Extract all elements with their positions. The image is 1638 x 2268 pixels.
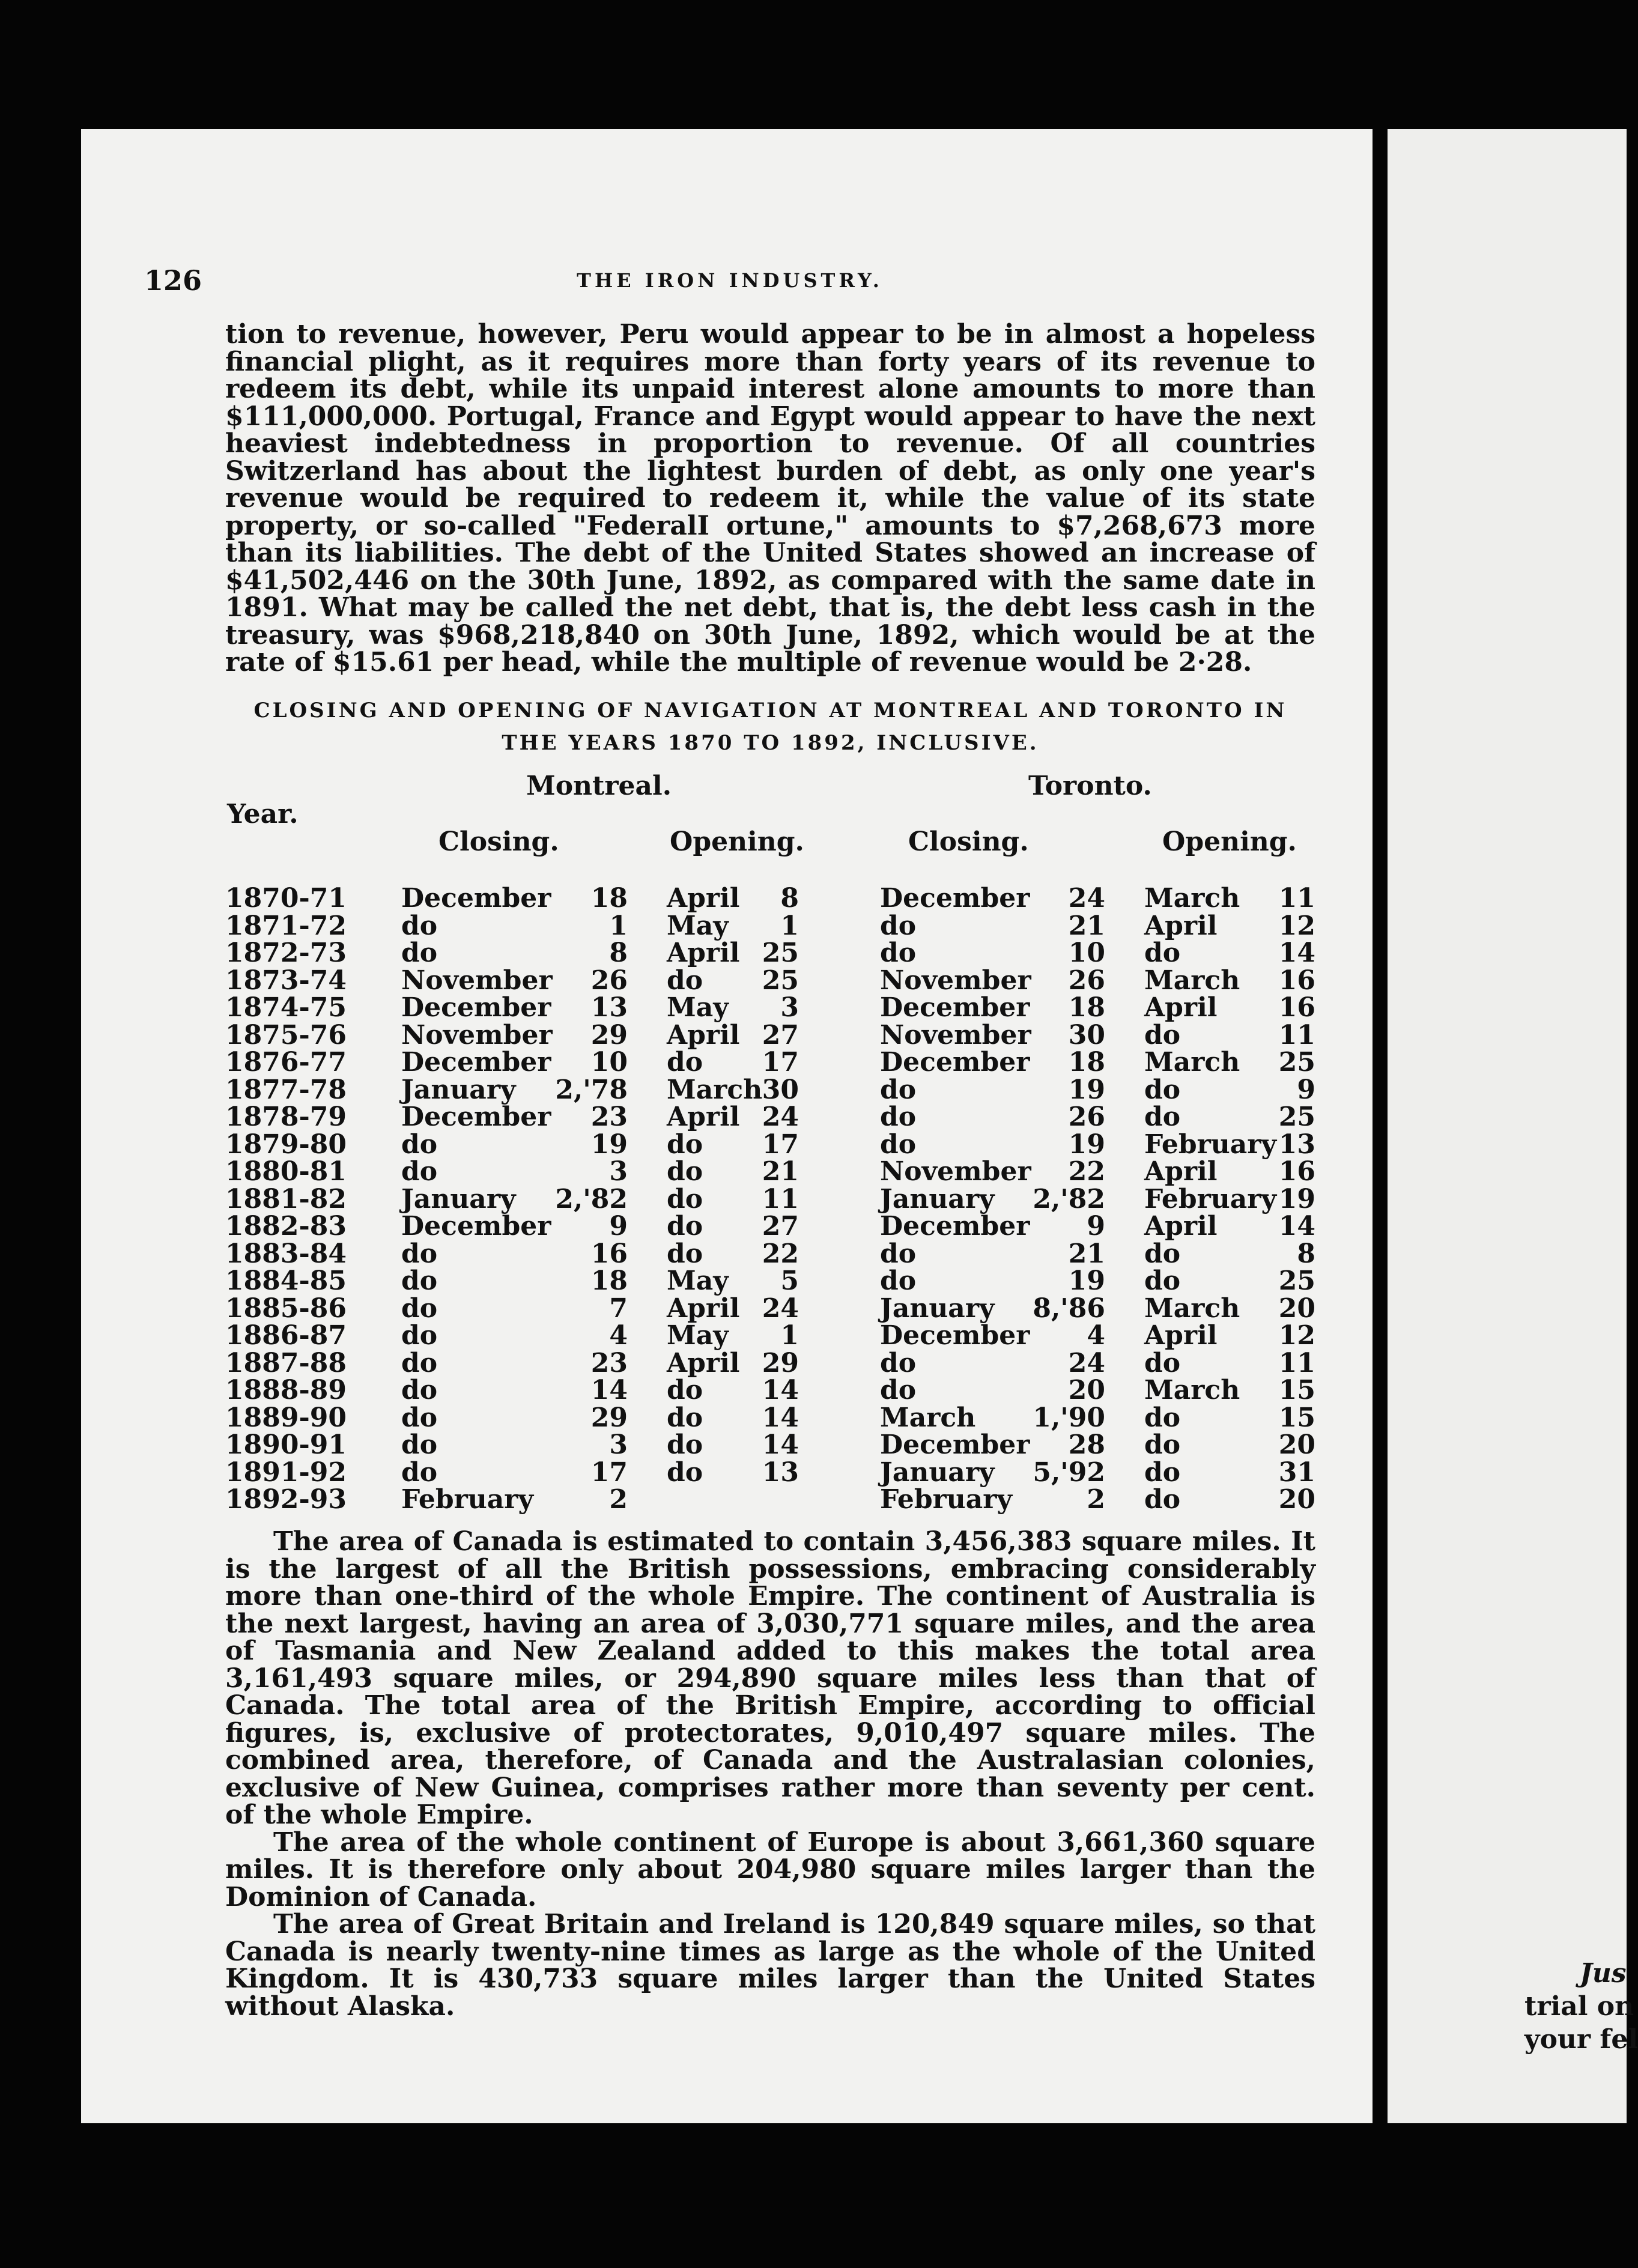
montreal-closing-day: 14: [590, 1375, 628, 1405]
table-row: [0, 1266, 1627, 1296]
page-header: [144, 264, 1315, 300]
montreal-opening-month: May: [667, 1320, 729, 1351]
montreal-opening-day: 14: [762, 1375, 799, 1405]
montreal-closing-day: 19: [590, 1129, 628, 1160]
montreal-closing-day: 3: [609, 1430, 628, 1460]
toronto-closing-month: January: [880, 1293, 995, 1324]
montreal-closing-day: 2,'78: [555, 1074, 628, 1105]
table-title-line-1: CLOSING AND OPENING OF NAVIGATION AT MONTREAL AND TORONTO IN: [253, 699, 1287, 723]
montreal-opening-day: 1: [780, 1320, 799, 1351]
adjacent-page-line-1: Jus: [1580, 1958, 1627, 1989]
toronto-closing-day: 2,'82: [1033, 1183, 1105, 1214]
table-row: [0, 1293, 1627, 1324]
table-row: [0, 910, 1627, 941]
toronto-closing-month: February: [880, 1484, 1013, 1515]
montreal-closing-day: 18: [590, 883, 628, 914]
toronto-closing-day: 19: [1068, 1129, 1105, 1160]
montreal-opening-month: do: [667, 1129, 703, 1160]
montreal-opening-month: April: [667, 1102, 740, 1132]
montreal-closing-day: 2: [609, 1484, 628, 1515]
year-cell: 1880-81: [225, 1156, 347, 1187]
toronto-closing-day: 24: [1068, 883, 1105, 914]
montreal-closing-month: do: [401, 1402, 438, 1433]
group-header-toronto: Toronto.: [1028, 771, 1152, 801]
toronto-closing-month: do: [880, 910, 917, 941]
montreal-opening-month: do: [667, 1238, 703, 1269]
montreal-closing-day: 17: [590, 1457, 628, 1488]
montreal-opening-day: 1: [780, 910, 799, 941]
navigation-table: [0, 883, 1627, 1515]
table-row: [0, 883, 1627, 914]
year-cell: 1892-93: [225, 1484, 347, 1515]
toronto-opening-day: 9: [1297, 1074, 1315, 1105]
montreal-opening-day: 25: [762, 965, 799, 996]
montreal-closing-month: November: [401, 1019, 553, 1051]
year-cell: 1870-71: [225, 883, 347, 914]
year-cell: 1875-76: [225, 1019, 347, 1051]
montreal-closing-month: do: [401, 1347, 438, 1378]
toronto-opening-month: do: [1144, 1402, 1181, 1433]
table-row: [0, 1402, 1627, 1433]
toronto-opening-month: do: [1144, 938, 1181, 968]
toronto-closing-day: 28: [1068, 1430, 1105, 1460]
toronto-closing-day: 26: [1068, 1102, 1105, 1132]
group-header-montreal: Montreal.: [526, 771, 672, 801]
page-number: 126: [144, 264, 202, 297]
montreal-closing-day: 18: [590, 1266, 628, 1296]
montreal-opening-day: 13: [762, 1457, 799, 1488]
montreal-closing-day: 23: [590, 1347, 628, 1378]
montreal-closing-month: do: [401, 1320, 438, 1351]
table-row: [0, 965, 1627, 996]
toronto-closing-day: 20: [1068, 1375, 1105, 1405]
montreal-opening-day: 25: [762, 938, 799, 968]
montreal-closing-month: December: [401, 1102, 551, 1132]
montreal-opening-day: 29: [762, 1347, 799, 1378]
table-row: [0, 1019, 1627, 1051]
area-canada-paragraph: The area of Canada is estimated to contain 3,456,383 square miles. It is the largest of all the British possessions, embracing considerably more than one-third of the whole Empire. The continent of Australia is the next largest, having an area of 3,030,771 square miles, and the area of Tasmania and New Zealand added to this makes the total area 3,161,493 square miles, or 294,890 square miles less than that of Canada. The total area of the British Empire, according to official figures, is, exclusive of protectorates, 9,010,497 square miles. The combined area, therefore, of Canada and the Australasian colonies, exclusive of New Guinea, comprises rather more than seventy per cent. of the whole Empire.: [225, 1526, 1315, 1830]
toronto-opening-month: do: [1144, 1238, 1181, 1269]
toronto-closing-month: December: [880, 1320, 1030, 1351]
montreal-opening-month: April: [667, 1347, 740, 1378]
table-row: [0, 1211, 1627, 1242]
year-cell: 1874-75: [225, 992, 347, 1023]
montreal-opening-day: 11: [762, 1183, 799, 1214]
toronto-closing-day: 8,'86: [1033, 1293, 1105, 1324]
toronto-closing-month: November: [880, 1156, 1031, 1187]
toronto-opening-day: 25: [1278, 1102, 1315, 1132]
toronto-closing-day: 21: [1068, 910, 1105, 941]
montreal-closing-day: 8: [609, 938, 628, 968]
montreal-opening-day: 17: [762, 1129, 799, 1160]
toronto-opening-day: 15: [1278, 1375, 1315, 1405]
montreal-closing-day: 23: [590, 1102, 628, 1132]
table-row: [0, 1183, 1627, 1214]
intro-paragraph: [225, 321, 1315, 676]
toronto-opening-month: do: [1144, 1484, 1181, 1515]
montreal-opening-month: do: [667, 1047, 703, 1078]
column-header-montreal-opening: Opening.: [670, 826, 804, 857]
year-cell: 1882-83: [225, 1211, 347, 1242]
montreal-opening-month: do: [667, 1430, 703, 1460]
montreal-opening-month: May: [667, 910, 729, 941]
toronto-closing-day: 22: [1068, 1156, 1105, 1187]
toronto-closing-day: 19: [1068, 1266, 1105, 1296]
montreal-closing-day: 29: [590, 1019, 628, 1051]
table-row: [0, 1457, 1627, 1488]
montreal-opening-month: April: [667, 938, 740, 968]
table-row: [0, 938, 1627, 968]
conclusion-section: [225, 1528, 1315, 2020]
montreal-opening-month: do: [667, 1156, 703, 1187]
table-row: [0, 1129, 1627, 1160]
montreal-opening-month: May: [667, 1266, 729, 1296]
toronto-opening-day: 14: [1278, 938, 1315, 968]
montreal-closing-day: 1: [609, 910, 628, 941]
table-row: [0, 1430, 1627, 1460]
toronto-closing-month: December: [880, 883, 1030, 914]
toronto-closing-month: do: [880, 1129, 917, 1160]
table-row: [0, 1347, 1627, 1378]
montreal-opening-day: 17: [762, 1047, 799, 1078]
toronto-closing-day: 24: [1068, 1347, 1105, 1378]
toronto-opening-day: 16: [1278, 1156, 1315, 1187]
toronto-opening-day: 11: [1278, 1019, 1315, 1051]
montreal-opening-day: 5: [780, 1266, 799, 1296]
intro-text: tion to revenue, however, Peru would appear to be in almost a hopeless financial plight, as it requires more than forty years of its revenue to redeem its debt, while its unpaid interest alone amounts to more than $111,000,000. Portugal, France and Egypt would appear to have the next heaviest indebtedness in proportion to revenue. Of all countries Switzerland has about the lightest burden of debt, as only one year's revenue would be required to redeem it, while the value of its state property, or so-called "FederalI ortune," amounts to $7,268,673 more than its liabilities. The debt of the United States showed an increase of $41,502,446 on the 30th June, 1892, as compared with the same date in 1891. What may be called the net debt, that is, the debt less cash in the treasury, was $968,218,840 on 30th June, 1892, which would be at the rate of $15.61 per head, while the multiple of revenue would be 2·28.: [225, 319, 1315, 678]
toronto-closing-month: do: [880, 1238, 917, 1269]
montreal-closing-month: do: [401, 938, 438, 968]
montreal-opening-day: 8: [780, 883, 799, 914]
toronto-opening-day: 31: [1278, 1457, 1315, 1488]
table-row: [0, 992, 1627, 1023]
adjacent-page-line-2: trial on: [1524, 1991, 1634, 2022]
montreal-closing-month: do: [401, 1430, 438, 1460]
montreal-closing-day: 13: [590, 992, 628, 1023]
toronto-closing-day: 4: [1087, 1320, 1105, 1351]
toronto-opening-month: do: [1144, 1430, 1181, 1460]
montreal-closing-month: do: [401, 1293, 438, 1324]
montreal-opening-day: 30: [762, 1074, 799, 1105]
montreal-opening-day: 14: [762, 1402, 799, 1433]
adjacent-page-line-3: your fel: [1524, 2024, 1638, 2055]
toronto-closing-month: December: [880, 1430, 1030, 1460]
montreal-opening-month: do: [667, 1183, 703, 1214]
year-cell: 1871-72: [225, 910, 347, 941]
montreal-closing-day: 7: [609, 1293, 628, 1324]
toronto-opening-month: April: [1144, 1156, 1218, 1187]
montreal-closing-month: do: [401, 1375, 438, 1405]
toronto-closing-month: March: [880, 1402, 976, 1433]
year-cell: 1876-77: [225, 1047, 347, 1078]
montreal-opening-month: April: [667, 1293, 740, 1324]
toronto-closing-month: do: [880, 1266, 917, 1296]
year-cell: 1887-88: [225, 1347, 347, 1378]
montreal-opening-day: 14: [762, 1430, 799, 1460]
toronto-opening-day: 11: [1278, 883, 1315, 914]
toronto-opening-month: do: [1144, 1074, 1181, 1105]
toronto-closing-month: December: [880, 992, 1030, 1023]
toronto-closing-month: do: [880, 938, 917, 968]
montreal-closing-day: 29: [590, 1402, 628, 1433]
montreal-opening-month: May: [667, 992, 729, 1023]
toronto-opening-day: 25: [1278, 1047, 1315, 1078]
montreal-opening-month: do: [667, 1211, 703, 1242]
toronto-closing-day: 2: [1087, 1484, 1105, 1515]
montreal-closing-month: December: [401, 1211, 551, 1242]
table-row: [0, 1320, 1627, 1351]
toronto-closing-day: 1,'90: [1033, 1402, 1105, 1433]
toronto-opening-month: do: [1144, 1019, 1181, 1051]
montreal-closing-day: 9: [609, 1211, 628, 1242]
montreal-opening-month: April: [667, 1019, 740, 1051]
year-cell: 1884-85: [225, 1266, 347, 1296]
toronto-opening-day: 19: [1278, 1183, 1315, 1214]
montreal-opening-month: do: [667, 1375, 703, 1405]
column-header-year: Year.: [227, 799, 299, 829]
toronto-opening-month: February: [1144, 1183, 1277, 1214]
toronto-opening-month: March: [1144, 965, 1240, 996]
toronto-closing-month: do: [880, 1347, 917, 1378]
montreal-closing-day: 4: [609, 1320, 628, 1351]
montreal-closing-day: 16: [590, 1238, 628, 1269]
montreal-closing-month: do: [401, 1457, 438, 1488]
toronto-closing-month: November: [880, 965, 1031, 996]
montreal-opening-month: March: [667, 1074, 763, 1105]
toronto-opening-month: April: [1144, 1320, 1218, 1351]
table-title-line-2: THE YEARS 1870 TO 1892, INCLUSIVE.: [502, 731, 1039, 755]
montreal-closing-month: do: [401, 1266, 438, 1296]
year-cell: 1890-91: [225, 1430, 347, 1460]
year-cell: 1885-86: [225, 1293, 347, 1324]
montreal-closing-month: February: [401, 1484, 534, 1515]
toronto-closing-month: do: [880, 1375, 917, 1405]
year-cell: 1878-79: [225, 1102, 347, 1132]
montreal-opening-day: 24: [762, 1102, 799, 1132]
montreal-opening-month: do: [667, 965, 703, 996]
montreal-closing-month: do: [401, 1156, 438, 1187]
montreal-opening-day: 27: [762, 1019, 799, 1051]
toronto-opening-day: 25: [1278, 1266, 1315, 1296]
montreal-closing-month: January: [401, 1183, 516, 1214]
toronto-closing-day: 18: [1068, 1047, 1105, 1078]
table-row: [0, 1074, 1627, 1105]
toronto-opening-month: do: [1144, 1347, 1181, 1378]
montreal-closing-day: 26: [590, 965, 628, 996]
montreal-opening-day: 27: [762, 1211, 799, 1242]
toronto-closing-day: 30: [1068, 1019, 1105, 1051]
toronto-opening-month: do: [1144, 1457, 1181, 1488]
toronto-closing-month: do: [880, 1102, 917, 1132]
montreal-opening-day: 21: [762, 1156, 799, 1187]
toronto-opening-month: March: [1144, 1047, 1240, 1078]
toronto-opening-day: 20: [1278, 1430, 1315, 1460]
table-row: [0, 1484, 1627, 1515]
montreal-closing-month: do: [401, 910, 438, 941]
toronto-opening-day: 20: [1278, 1293, 1315, 1324]
montreal-closing-day: 10: [590, 1047, 628, 1078]
column-header-toronto-closing: Closing.: [908, 826, 1029, 857]
table-row: [0, 1375, 1627, 1405]
montreal-closing-month: December: [401, 1047, 551, 1078]
montreal-closing-month: do: [401, 1129, 438, 1160]
toronto-closing-month: December: [880, 1047, 1030, 1078]
toronto-opening-day: 16: [1278, 965, 1315, 996]
montreal-closing-day: 3: [609, 1156, 628, 1187]
toronto-opening-month: March: [1144, 1375, 1240, 1405]
table-row: [0, 1047, 1627, 1078]
toronto-opening-month: do: [1144, 1266, 1181, 1296]
toronto-closing-day: 9: [1087, 1211, 1105, 1242]
montreal-closing-day: 2,'82: [555, 1183, 628, 1214]
toronto-opening-day: 11: [1278, 1347, 1315, 1378]
area-europe-paragraph: The area of the whole continent of Europe is about 3,661,360 square miles. It is therefore only about 204,980 square miles larger than the Dominion of Canada.: [225, 1827, 1315, 1912]
toronto-opening-month: do: [1144, 1102, 1181, 1132]
year-cell: 1888-89: [225, 1375, 347, 1405]
year-cell: 1889-90: [225, 1402, 347, 1433]
toronto-opening-month: April: [1144, 992, 1218, 1023]
toronto-closing-day: 5,'92: [1033, 1457, 1105, 1488]
toronto-closing-month: January: [880, 1183, 995, 1214]
table-row: [0, 1102, 1627, 1132]
montreal-closing-month: November: [401, 965, 553, 996]
toronto-closing-day: 21: [1068, 1238, 1105, 1269]
montreal-opening-day: 24: [762, 1293, 799, 1324]
montreal-closing-month: do: [401, 1238, 438, 1269]
toronto-opening-day: 8: [1297, 1238, 1315, 1269]
toronto-closing-month: January: [880, 1457, 995, 1488]
year-cell: 1883-84: [225, 1238, 347, 1269]
toronto-opening-day: 16: [1278, 992, 1315, 1023]
toronto-closing-day: 19: [1068, 1074, 1105, 1105]
montreal-opening-month: April: [667, 883, 740, 914]
toronto-closing-month: November: [880, 1019, 1031, 1051]
year-cell: 1891-92: [225, 1457, 347, 1488]
year-cell: 1881-82: [225, 1183, 347, 1214]
running-title: THE IRON INDUSTRY.: [577, 269, 883, 292]
toronto-opening-day: 13: [1278, 1129, 1315, 1160]
table-row: [0, 1156, 1627, 1187]
montreal-opening-day: 3: [780, 992, 799, 1023]
year-cell: 1872-73: [225, 938, 347, 968]
toronto-closing-month: do: [880, 1074, 917, 1105]
toronto-closing-day: 18: [1068, 992, 1105, 1023]
toronto-opening-month: March: [1144, 883, 1240, 914]
area-britain-paragraph: The area of Great Britain and Ireland is 120,849 square miles, so that Canada is nearly twenty-nine times as large as the whole of the United Kingdom. It is 430,733 square miles larger than the United States without Alaska.: [225, 1909, 1315, 2022]
toronto-opening-month: April: [1144, 910, 1218, 941]
toronto-closing-day: 26: [1068, 965, 1105, 996]
toronto-opening-month: February: [1144, 1129, 1277, 1160]
toronto-opening-day: 15: [1278, 1402, 1315, 1433]
montreal-opening-month: do: [667, 1402, 703, 1433]
table-title: [225, 694, 1315, 759]
year-cell: 1877-78: [225, 1074, 347, 1105]
column-header-toronto-opening: Opening.: [1162, 826, 1297, 857]
montreal-opening-day: 22: [762, 1238, 799, 1269]
toronto-closing-day: 10: [1068, 938, 1105, 968]
montreal-closing-month: December: [401, 883, 551, 914]
year-cell: 1873-74: [225, 965, 347, 996]
year-cell: 1886-87: [225, 1320, 347, 1351]
toronto-opening-month: March: [1144, 1293, 1240, 1324]
montreal-opening-month: do: [667, 1457, 703, 1488]
column-header-montreal-closing: Closing.: [438, 826, 559, 857]
toronto-opening-day: 12: [1278, 910, 1315, 941]
montreal-closing-month: January: [401, 1074, 516, 1105]
montreal-closing-month: December: [401, 992, 551, 1023]
toronto-opening-day: 14: [1278, 1211, 1315, 1242]
toronto-closing-month: December: [880, 1211, 1030, 1242]
year-cell: 1879-80: [225, 1129, 347, 1160]
toronto-opening-month: April: [1144, 1211, 1218, 1242]
table-row: [0, 1238, 1627, 1269]
toronto-opening-day: 20: [1278, 1484, 1315, 1515]
toronto-opening-day: 12: [1278, 1320, 1315, 1351]
